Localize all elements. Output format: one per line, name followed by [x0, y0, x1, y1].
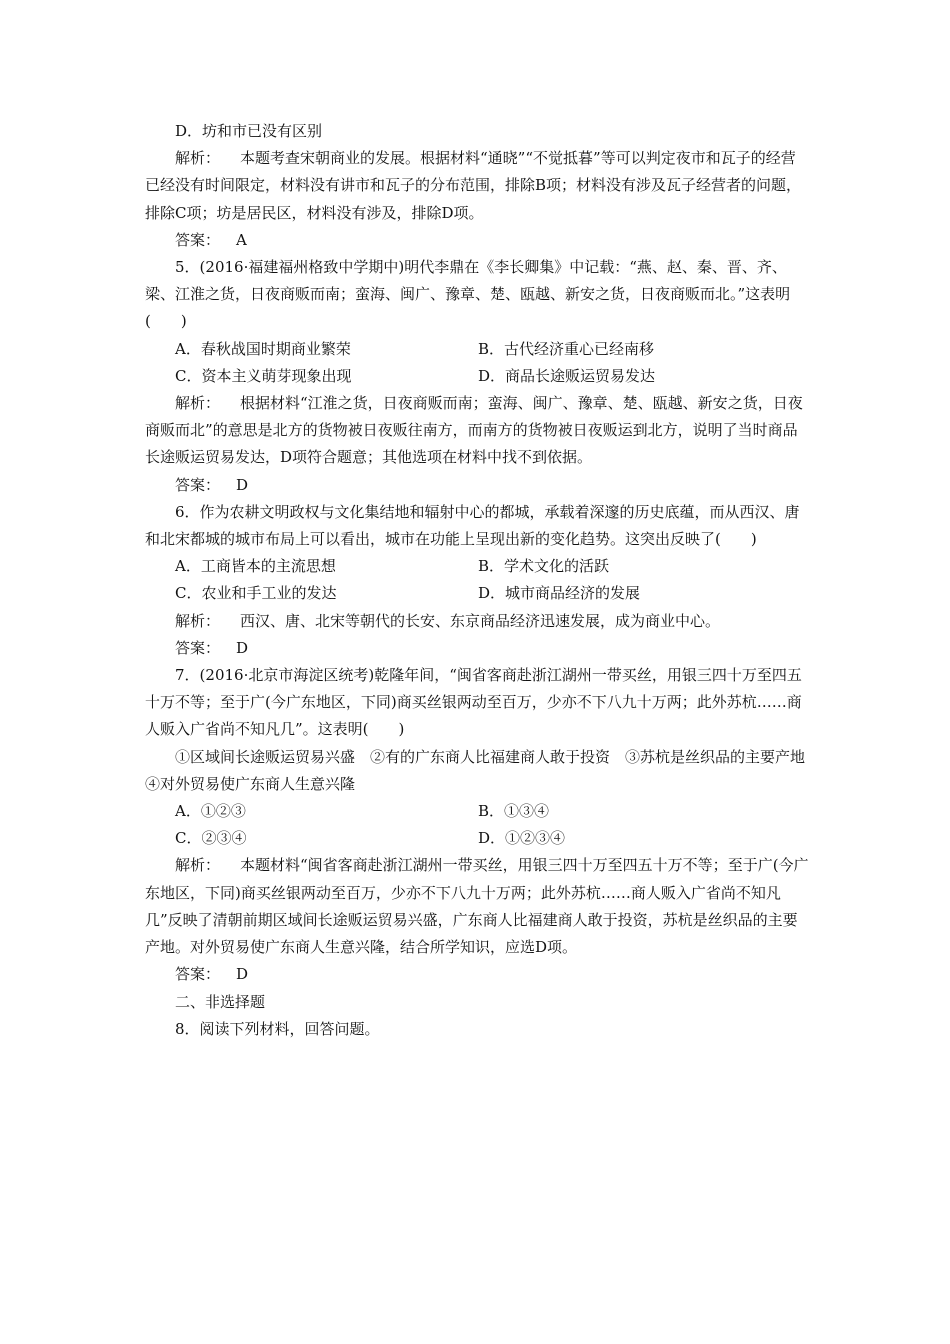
q5-stem: 5．(2016·福建福州格致中学期中)明代李鼎在《李长卿集》中记载：“燕、赵、秦、晋、齐、梁、江淮之货，日夜商贩而南；蛮海、闽广、豫章、楚、瓯越、新安之货，日夜商贩而北。”这表明( ) — [145, 258, 791, 331]
q5-answer-label: 答案： — [175, 475, 221, 494]
q5-analysis-text: 根据材料“江淮之货，日夜商贩而南；蛮海、闽广、豫章、楚、瓯越、新安之货，日夜商贩而北”的意思是北方的货物被日夜贩往南方，而南方的货物被日夜贩运到北方，说明了当时商品长途贩运贸易发达，D项符合题意；其他选项在材料中找不到依据。 — [145, 394, 803, 467]
q6-option-b: B．学术文化的活跃 — [478, 557, 610, 576]
q6-analysis-label: 解析： — [175, 611, 221, 630]
q7-option-c: C．②③④ — [175, 829, 247, 848]
q7-analysis-label: 解析： — [175, 856, 221, 875]
q7-analysis — [145, 852, 810, 961]
q7-answer — [145, 961, 810, 988]
q6-answer-label: 答案： — [175, 638, 221, 657]
q4-answer-label: 答案： — [175, 230, 221, 249]
q7-analysis-text: 本题材料“闽省客商赴浙江湖州一带买丝，用银三四十万至四五十万不等；至于广(今广东地区，下同)商买丝银两动至百万，少亦不下八九十万两；此外苏杭……商人贩入广省尚不知凡几”反映了清朝前期区域间长途贩运贸易兴盛，广东商人比福建商人敢于投资，苏杭是丝织品的主要产地。对外贸易使广东商人生意兴隆，结合所学知识，应选D项。 — [145, 856, 809, 957]
q5-options-row-2 — [145, 363, 810, 390]
q4-analysis — [145, 145, 810, 227]
q6-option-c: C．农业和手工业的发达 — [175, 584, 337, 603]
q7-option-b: B．①③④ — [478, 802, 550, 821]
q6-answer — [145, 635, 810, 662]
q6-stem: 6．作为农耕文明政权与文化集结地和辐射中心的都城，承载着深邃的历史底蕴，而从西汉、唐和北宋都城的城市布局上可以看出，城市在功能上呈现出新的变化趋势。这突出反映了( ) — [145, 502, 800, 549]
q7-stem: 7．(2016·北京市海淀区统考)乾隆年间，“闽省客商赴浙江湖州一带买丝，用银三四十万至四五十万不等；至于广(今广东地区，下同)商买丝银两动至百万，少亦不下八九十万两；此外苏杭……商人贩入广省尚不知凡几”。这表明( ) — [145, 666, 802, 739]
q6-options-row-1 — [145, 553, 810, 580]
q4-answer — [145, 227, 810, 254]
q5-option-c: C．资本主义萌芽现象出现 — [175, 366, 352, 385]
q6-analysis-text: 西汉、唐、北宋等朝代的长安、东京商品经济迅速发展，成为商业中心。 — [240, 611, 721, 630]
q6-option-d: D．城市商品经济的发展 — [478, 584, 641, 603]
q8-stem: 8．阅读下列材料，回答问题。 — [175, 1019, 380, 1038]
q6-answer-value: D — [236, 638, 249, 657]
q7-answer-label: 答案： — [175, 965, 221, 984]
q7-answer-value: D — [236, 965, 249, 984]
q6-analysis — [145, 608, 810, 635]
q4-answer-value: A — [236, 230, 247, 249]
q5-option-b: B．古代经济重心已经南移 — [478, 339, 655, 358]
document-page — [145, 118, 821, 1043]
q6-option-a: A．工商皆本的主流思想 — [175, 557, 336, 576]
q7-option-a: A．①②③ — [175, 802, 246, 821]
q5-option-d: D．商品长途贩运贸易发达 — [478, 366, 656, 385]
q5-answer-value: D — [236, 475, 249, 494]
q4-analysis-label: 解析： — [175, 149, 221, 168]
q5-answer — [145, 472, 810, 499]
q7-statements: ①区域间长途贩运贸易兴盛 ②有的广东商人比福建商人敢于投资 ③苏杭是丝织品的主要产地 ④对外贸易使广东商人生意兴隆 — [145, 747, 821, 793]
q5-analysis-label: 解析： — [175, 394, 221, 413]
q4-analysis-text: 本题考查宋朝商业的发展。根据材料“通晓”“不觉抵暮”等可以判定夜市和瓦子的经营已经没有时间限定，材料没有讲市和瓦子的分布范围，排除B项；材料没有涉及瓦子经营者的问题，排除C项；坊是居民区，材料没有涉及，排除D项。 — [145, 149, 802, 222]
q7-options-row-1 — [145, 798, 810, 825]
q5-analysis — [145, 390, 810, 472]
section-heading-non-choice: 二、非选择题 — [175, 992, 266, 1011]
q5-options-row-1 — [145, 336, 810, 363]
q5-option-a: A．春秋战国时期商业繁荣 — [175, 339, 351, 358]
q4-option-d: D．坊和市已没有区别 — [175, 122, 323, 140]
q7-option-d: D．①②③④ — [478, 829, 566, 848]
q6-options-row-2 — [145, 580, 810, 607]
q7-options-row-2 — [145, 825, 810, 852]
